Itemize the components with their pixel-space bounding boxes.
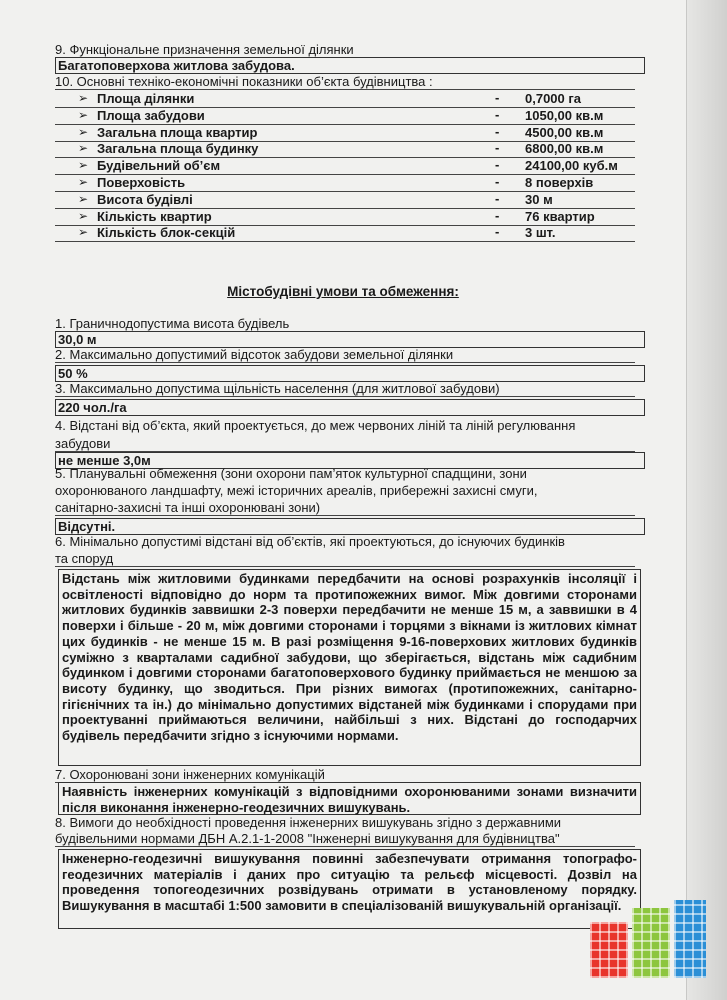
indicator-name: Висота будівлі <box>97 191 193 207</box>
indicator-value: 3 шт. <box>525 225 556 241</box>
indicator-dash: - <box>495 90 500 105</box>
arrow-bullet-icon: ➢ <box>78 124 89 139</box>
condition-6-label-2: та споруд <box>55 551 635 567</box>
indicator-dash: - <box>495 140 500 156</box>
indicator-value: 4500,00 кв.м <box>525 124 604 140</box>
condition-4-value: не менше 3,0м <box>55 452 645 469</box>
indicator-dash: - <box>495 174 500 189</box>
section-10-label: 10. Основні техніко-економічні показники об’єкта будівництва : <box>55 74 635 90</box>
indicator-name: Будівельний об’єм <box>97 158 221 174</box>
condition-8-label-2: будівельними нормами ДБН А.2.1-1-2008 "Інженерні вишукування для будівництва" <box>55 831 635 847</box>
condition-7-value: Наявність інженерних комунікацій з відповідними охоронюваними зонами визначити після виконання інженерно-геодезичних вишукувань. <box>58 782 641 815</box>
condition-4-label-2: забудови <box>55 436 635 452</box>
indicator-value: 0,7000 га <box>525 91 582 106</box>
condition-8-value: Інженерно-геодезичні вишукування повинні забезпечувати отримання топографо-геодезичних матеріалів і даних про ситуацію та рельєф місцевості. Дозвіл на проведення топогеодезичних розвідувань отримати в установленому порядку. Вишукування в масштабі 1:500 замовити в спеціалізованій вишукувальній організації. <box>58 849 641 929</box>
indicator-name: Загальна площа квартир <box>97 124 258 140</box>
indicator-name: Поверховість <box>97 175 186 190</box>
indicator-name: Площа забудови <box>97 107 205 123</box>
condition-3-value: 220 чол./га <box>55 399 645 416</box>
indicator-row <box>55 124 635 142</box>
arrow-bullet-icon: ➢ <box>78 91 89 105</box>
indicator-dash: - <box>495 207 500 223</box>
indicator-name: Кількість квартир <box>97 208 212 224</box>
indicator-name: Площа ділянки <box>97 91 195 106</box>
condition-2-value: 50 % <box>55 365 645 382</box>
indicator-row <box>55 157 635 175</box>
section-9-value: Багатоповерхова житлова забудова. <box>55 57 645 74</box>
arrow-bullet-icon: ➢ <box>78 191 89 206</box>
indicator-value: 24100,00 куб.м <box>525 158 618 174</box>
indicator-dash: - <box>495 123 500 139</box>
arrow-bullet-icon: ➢ <box>78 107 89 122</box>
city-logo-icon <box>590 892 708 978</box>
indicator-value: 6800,00 кв.м <box>525 141 604 157</box>
condition-5-label-3: санітарно-захисні та інші охоронювані зони) <box>55 500 635 516</box>
condition-5-value: Відсутні. <box>55 518 645 535</box>
condition-6-label-1: 6. Мінімально допустимі відстані від об’єктів, які проектуються, до існуючих будинків <box>55 534 565 549</box>
arrow-bullet-icon: ➢ <box>78 175 89 189</box>
indicator-value: 76 квартир <box>525 208 595 224</box>
condition-7-label: 7. Охоронювані зони інженерних комунікацій <box>55 767 635 783</box>
indicator-row <box>55 140 635 158</box>
conditions-heading: Містобудівні умови та обмеження: <box>227 284 459 299</box>
indicator-value: 8 поверхів <box>525 175 594 190</box>
indicator-row <box>55 191 635 209</box>
arrow-bullet-icon: ➢ <box>78 225 89 240</box>
indicator-row <box>55 174 635 192</box>
condition-1-label: 1. Граничнодопустима висота будівель <box>55 316 635 332</box>
indicator-value: 30 м <box>525 191 553 207</box>
indicator-name: Кількість блок-секцій <box>97 225 236 241</box>
condition-4-label-1: 4. Відстані від об’єкта, який проектується, до меж червоних ліній та ліній регулювання <box>55 418 576 433</box>
indicator-value: 1050,00 кв.м <box>525 107 604 123</box>
condition-1-value: 30,0 м <box>55 331 645 348</box>
indicator-row <box>55 224 635 242</box>
section-9-label: 9. Функціональне призначення земельної ділянки <box>55 42 635 58</box>
indicator-row <box>55 208 635 226</box>
indicator-dash: - <box>495 224 500 240</box>
arrow-bullet-icon: ➢ <box>78 158 89 173</box>
indicator-dash: - <box>495 106 500 122</box>
indicator-dash: - <box>495 157 500 173</box>
condition-5-label-2: охоронюваного ландшафту, межі історичних ареалів, прибережні захисні смуги, <box>55 483 538 498</box>
condition-5-label-1: 5. Планувальні обмеження (зони охорони пам’яток культурної спадщини, зони <box>55 466 527 481</box>
arrow-bullet-icon: ➢ <box>78 208 89 223</box>
condition-6-value: Відстань між житловими будинками передбачити на основі розрахунків інсоляції і освітленості відповідно до норм та протипожежних вимог. Між довгими сторонами житлових будинків заввишки 2-3 поверхи передбачити не менше 15 м, а заввишки в 4 поверхи і більше - 20 м, між довгими сторонами і торцями з вікнами із житлових кімнат цих будинків - не менше 15 м. В разі розміщення 9-16-поверхових житлових будинків суміжно з кварталами садибної забудови, що зберігається, відстань між садибним будинком і довгими сторонами багатоповерхового будинку приймається не меншою за висоту будинку, що зводиться. При різних вимогах (протипожежних, санітарно-гігієнічних та ін.) до мінімально допустимих відстаней між будинками і спорудами при проектуванні приймаються величини, найбільші з них. Відстані до господарчих будівель передбачити згідно з існуючими нормами. <box>58 569 641 766</box>
indicator-row <box>55 90 635 108</box>
indicator-dash: - <box>495 190 500 206</box>
indicator-name: Загальна площа будинку <box>97 141 259 157</box>
page-binding-edge <box>686 0 727 1000</box>
indicator-row <box>55 107 635 125</box>
condition-8-label-1: 8. Вимоги до необхідності проведення інженерних вишукувань згідно з державними <box>55 815 562 830</box>
condition-2-label: 2. Максимально допустимий відсоток забудови земельної ділянки <box>55 347 635 363</box>
condition-3-label: 3. Максимально допустима щільність населення (для житлової забудови) <box>55 381 635 397</box>
arrow-bullet-icon: ➢ <box>78 141 89 156</box>
